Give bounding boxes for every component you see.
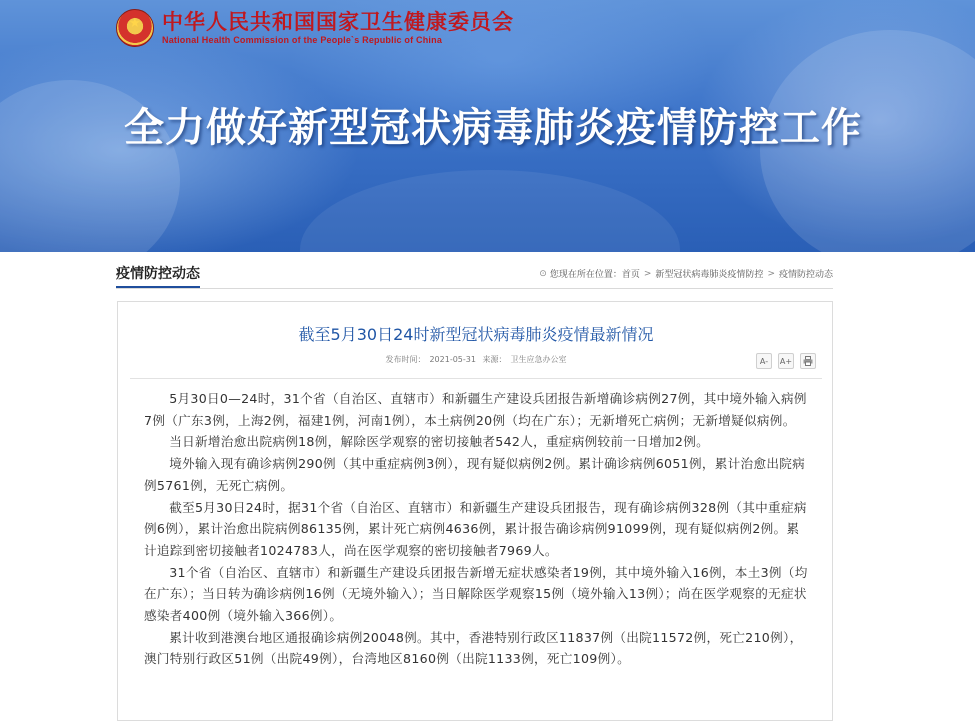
national-emblem-icon [116,9,154,47]
font-increase-button[interactable]: A+ [778,353,794,369]
article-tools [756,353,816,369]
section-header [116,266,833,288]
article-paragraph: 累计收到港澳台地区通报确诊病例20048例。其中，香港特别行政区11837例（出院11572例，死亡210例），澳门特别行政区51例（出院49例），台湾地区8160例（出院1133例，死亡109例）。 [144,629,803,667]
org-name-cn: 中华人民共和国国家卫生健康委员会 [162,10,514,34]
article-paragraph: 当日新增治愈出院病例18例，解除医学观察的密切接触者542人，重症病例较前一日增加2例。 [169,434,710,450]
breadcrumb-separator: > [767,268,775,279]
banner [0,0,975,252]
article-meta [118,354,834,365]
breadcrumb [539,267,833,280]
print-icon [803,356,813,366]
article-paragraph: 境外输入现有确诊病例290例（其中重症病例3例），现有疑似病例2例。累计确诊病例6051例，累计治愈出院病例5761例，无死亡病例。 [144,456,806,493]
article-paragraph: 截至5月30日24时，据31个省（自治区、直辖市）和新疆生产建设兵团报告，现有确诊病例328例（其中重症病例6例），累计治愈出院病例86135例，累计死亡病例4636例，累计报告确诊病例91099例，现有疑似病例2例。累计追踪到密切接触者1024783人，尚在医学观察的密切接触者7969人。 [144,499,807,558]
article-title: 截至5月30日24时新型冠状病毒肺炎疫情最新情况 [298,325,654,344]
breadcrumb-item-covid[interactable]: 新型冠状病毒肺炎疫情防控 [655,270,764,280]
article-body [144,388,810,670]
print-button[interactable] [800,353,816,369]
article-paragraph: 5月30日0—24时，31个省（自治区、直辖市）和新疆生产建设兵团报告新增确诊病例27例，其中境外输入病例7例（广东3例，上海2例，福建1例，河南1例），本土病例20例（均在广东）；无新增死亡病例；无新增疑似病例。 [144,391,807,428]
source-value: 卫生应急办公室 [510,355,567,364]
published-label: 发布时间： [385,355,426,364]
org-name-block [162,10,514,46]
font-decrease-button[interactable]: A- [756,353,772,369]
banner-title: 全力做好新型冠状病毒肺炎疫情防控工作 [124,105,862,151]
org-name-en: National Health Commission of the People`s Republic of China [162,35,443,45]
location-pin-icon: ⊙ [539,268,547,279]
article-paragraph: 31个省（自治区、直辖市）和新疆生产建设兵团报告新增无症状感染者19例，其中境外输入16例，本土3例（均在广东）；当日转为确诊病例16例（无境外输入）；当日解除医学观察15例（境外输入13例）；尚在医学观察的无症状感染者400例（境外输入366例）。 [144,564,808,624]
section-title[interactable]: 疫情防控动态 [116,266,200,288]
banner-decoration [300,170,680,252]
breadcrumb-separator: > [643,268,652,279]
site-logo[interactable] [116,6,514,50]
article-divider [130,378,822,379]
breadcrumb-item-home[interactable]: 首页 [621,270,640,280]
published-date: 2021-05-31 [429,355,476,364]
source-label: 来源： [482,355,507,364]
breadcrumb-prefix: 您现在所在位置： [549,270,622,280]
breadcrumb-item-dynamics[interactable]: 疫情防控动态 [778,270,833,280]
article-card [117,301,833,721]
section-divider [116,288,833,289]
